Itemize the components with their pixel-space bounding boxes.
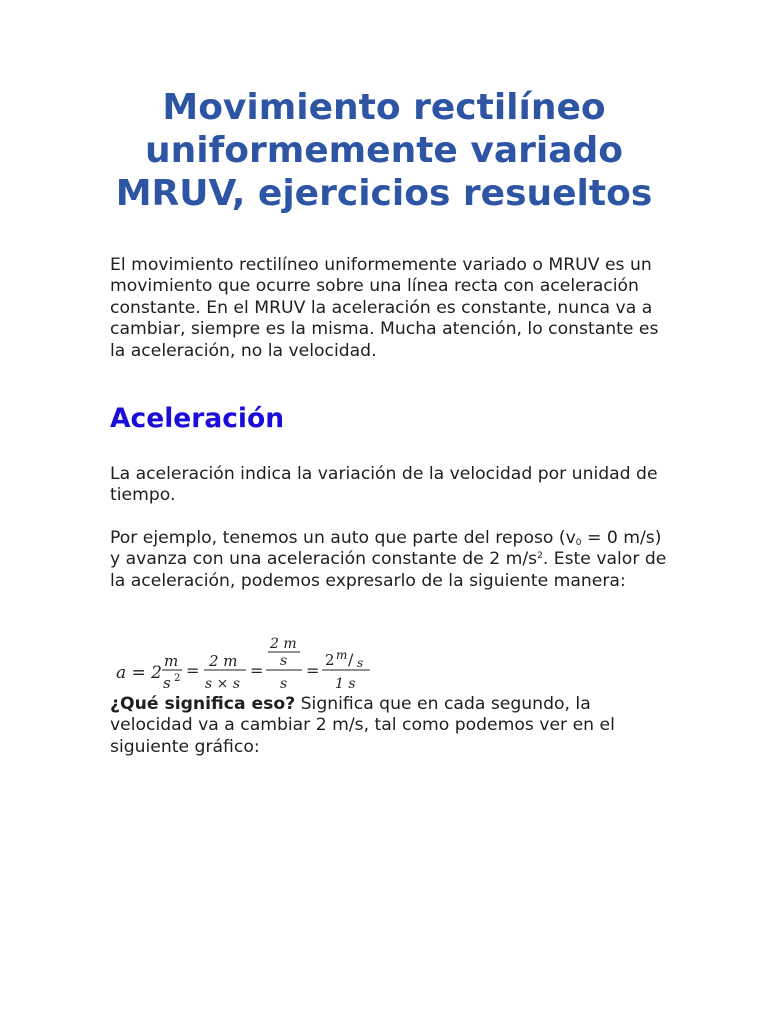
example-subscript: 0 <box>575 538 582 548</box>
definition-paragraph: La aceleración indica la variación de la velocidad por unidad de tiempo. <box>110 464 658 506</box>
formula-lhs: a = 2 <box>116 663 163 683</box>
formula-f1-exp: 2 <box>174 673 181 684</box>
formula-f4-unit-num: m <box>336 648 348 662</box>
formula-f3-num-den: s <box>280 653 288 669</box>
formula-f3-den: s <box>280 676 288 692</box>
formula-f3-num-num: 2 m <box>270 636 297 652</box>
formula-f1-den: s <box>163 674 171 692</box>
example-text-2: = 0 m/s) y avanza con una aceleración constante de 2 m/s <box>110 528 662 570</box>
example-superscript: 2 <box>537 551 543 562</box>
formula-eq-3: = <box>306 661 320 680</box>
meaning-question: ¿Qué significa eso? <box>110 694 296 714</box>
example-text-1: Por ejemplo, tenemos un auto que parte del reposo (v <box>110 528 576 548</box>
example-text-3: . Este valor de la aceleración, podemos expresarlo de la siguiente manera: <box>110 549 667 591</box>
formula-f4-den: 1 s <box>335 676 356 692</box>
formula-eq-2: = <box>250 661 264 680</box>
meaning-paragraph <box>110 694 670 758</box>
section-heading-aceleracion: Aceleración <box>110 403 285 434</box>
intro-paragraph: El movimiento rectilíneo uniformemente variado o MRUV es un movimiento que ocurre sobre una línea recta con aceleración constante. En el MRUV la aceleración es constante, nunca va a cambiar, siempre es la misma. Mucha atención, lo constante es la aceleración, no la velocidad. <box>110 255 659 361</box>
formula-f4-coef: 2 <box>325 651 335 669</box>
formula-f1-num: m <box>164 652 179 670</box>
meaning-text: Significa que en cada segundo, la velocidad va a cambiar 2 m/s, tal como podemos ver en el siguiente gráfico: <box>110 694 615 757</box>
example-paragraph <box>110 528 670 592</box>
formula-f2-den: s × s <box>205 676 240 692</box>
acceleration-formula <box>112 632 378 692</box>
formula-eq-1: = <box>186 661 200 680</box>
formula-f4-unit-sep: / <box>348 650 354 669</box>
formula-f2-num: 2 m <box>209 652 238 670</box>
page-title: Movimiento rectilíneo uniformemente variado MRUV, ejercicios resueltos <box>115 87 653 214</box>
formula-f4-unit-den: s <box>357 656 364 670</box>
